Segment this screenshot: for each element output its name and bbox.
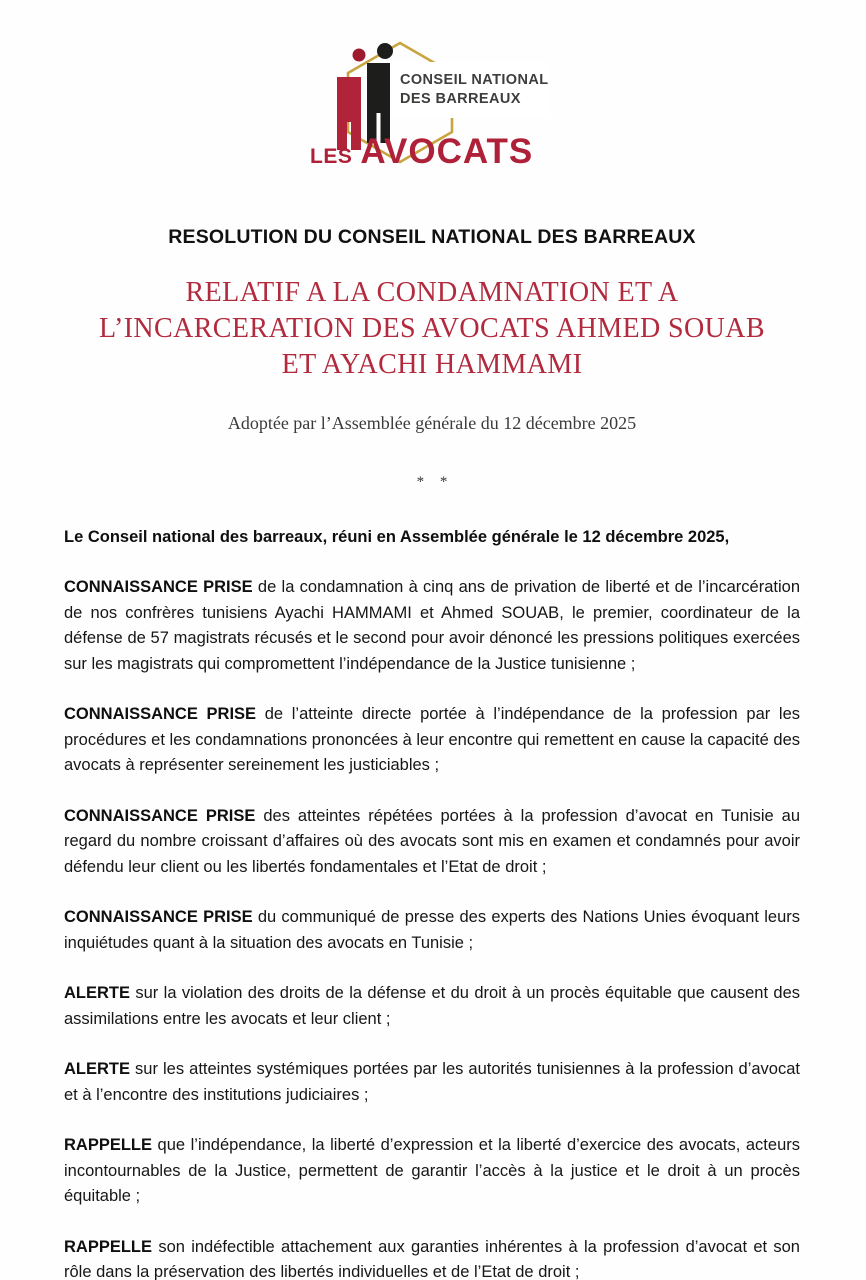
paragraph-lead: CONNAISSANCE PRISE bbox=[64, 908, 253, 926]
paragraph-connaissance-4 bbox=[64, 905, 800, 956]
paragraph-connaissance-2 bbox=[64, 702, 800, 779]
paragraph-text: sur les atteintes systémiques portées par les autorités tunisiennes à la profession d’avocat et à l’encontre des institutions judiciaires ; bbox=[64, 1060, 800, 1104]
black-figure-icon bbox=[367, 43, 393, 143]
paragraph-text: de l’atteinte directe portée à l’indépendance de la profession par les procédures et les condamnations prononcées à leur encontre qui remettent en cause la capacité des avocats à représenter sereinement les justiciables ; bbox=[64, 705, 801, 774]
asterisk-separator: * * bbox=[416, 474, 448, 490]
logo-brand-avocats: AVOCATS bbox=[360, 132, 534, 171]
resolution-title bbox=[64, 275, 800, 383]
paragraph-alerte-2 bbox=[64, 1057, 800, 1108]
logo-org-name bbox=[392, 62, 550, 118]
paragraph-lead: CONNAISSANCE PRISE bbox=[64, 806, 256, 825]
cnb-logo bbox=[308, 40, 558, 171]
paragraph-lead: CONNAISSANCE PRISE bbox=[64, 578, 253, 596]
logo-org-line2: DES BARREAUX bbox=[400, 91, 521, 107]
paragraph-lead: RAPPELLE bbox=[64, 1237, 153, 1256]
intro-line: Le Conseil national des barreaux, réuni en Assemblée générale le 12 décembre 2025, bbox=[64, 528, 730, 546]
paragraph-alerte-1 bbox=[64, 981, 800, 1032]
paragraph-connaissance-3 bbox=[64, 804, 800, 881]
paragraph-text: que l’indépendance, la liberté d’expression et la liberté d’exercice des avocats, acteurs incontournables de la Justice, permettent de garantir l’accès à la justice et le droit à un procès équitable ; bbox=[64, 1136, 800, 1205]
logo-brand-les: LES bbox=[310, 145, 353, 168]
resolution-title-line1: RELATIF A LA CONDAMNATION ET A bbox=[185, 277, 679, 308]
paragraph-lead: ALERTE bbox=[64, 1060, 130, 1078]
paragraph-text: du communiqué de presse des experts des Nations Unies évoquant leurs inquiétudes quant à la situation des avocats en Tunisie ; bbox=[64, 908, 800, 952]
paragraph-connaissance-1 bbox=[64, 575, 800, 677]
paragraph-text: son indéfectible attachement aux garanties inhérentes à la profession d’avocat et son rôle dans la préservation des libertés individuelles et de l’Etat de droit ; bbox=[64, 1237, 800, 1280]
paragraph-text: des atteintes répétées portées à la profession d’avocat en Tunisie au regard du nombre croissant d’affaires où des avocats sont mis en examen et condamnés pour avoir défendu leur client ou les libertés fondamentales et l’Etat de droit ; bbox=[64, 806, 800, 876]
resolution-title-line3: ET AYACHI HAMMAMI bbox=[281, 349, 583, 380]
resolution-title-line2: L’INCARCERATION DES AVOCATS AHMED SOUAB bbox=[99, 313, 765, 344]
resolution-heading: RESOLUTION DU CONSEIL NATIONAL DES BARREAUX bbox=[168, 226, 696, 248]
paragraph-lead: ALERTE bbox=[64, 984, 130, 1002]
paragraph-text: de la condamnation à cinq ans de privation de liberté et de l’incarcération de nos confrères tunisiens Ayachi HAMMAMI et Ahmed SOUAB, le premier, coordinateur de la défense de 57 magistrats récusés et le second pour avoir dénoncé les pressions politiques exercées sur les magistrats qui compromettent l’indépendance de la Justice tunisienne ; bbox=[64, 578, 800, 673]
paragraph-lead: RAPPELLE bbox=[64, 1136, 153, 1154]
paragraph-rappelle-2 bbox=[64, 1235, 800, 1280]
paragraph-lead: CONNAISSANCE PRISE bbox=[64, 705, 257, 723]
paragraph-text: sur la violation des droits de la défense et du droit à un procès équitable que causent des assimilations entre les avocats et leur client ; bbox=[64, 984, 800, 1028]
logo-org-line1: CONSEIL NATIONAL bbox=[400, 72, 549, 88]
paragraph-rappelle-1 bbox=[64, 1133, 800, 1210]
document-content bbox=[64, 226, 800, 1280]
logo-brand bbox=[310, 132, 533, 172]
adoption-line: Adoptée par l’Assemblée générale du 12 décembre 2025 bbox=[227, 413, 637, 433]
